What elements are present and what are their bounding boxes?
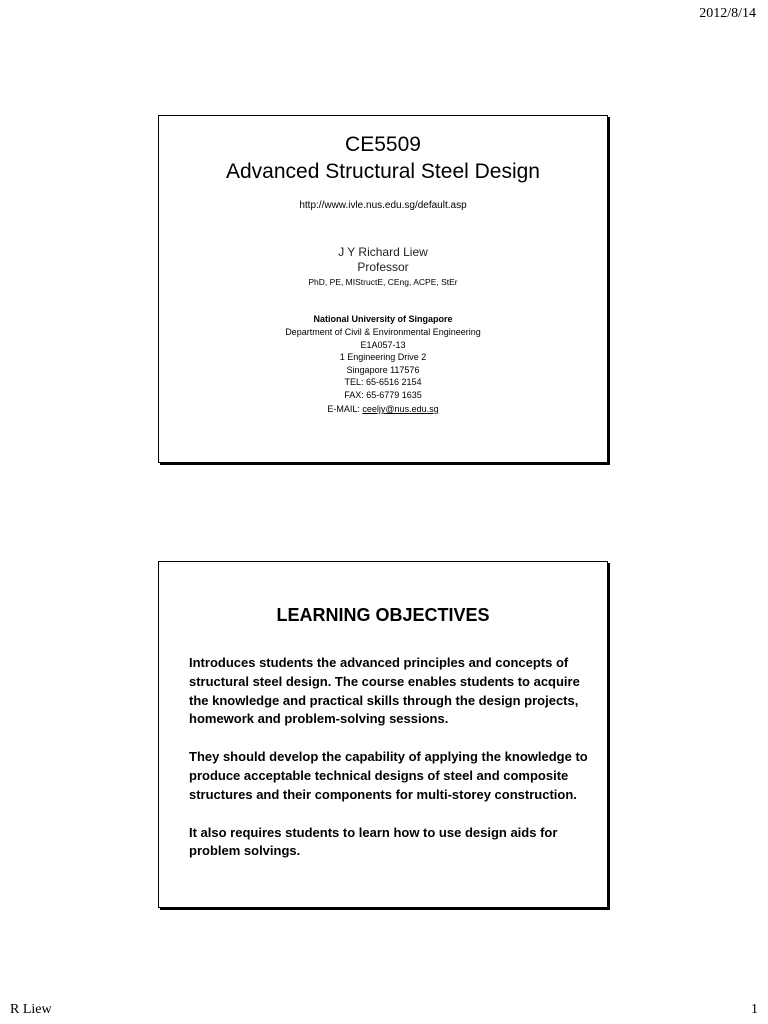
lecturer-title: Professor [357,260,409,274]
address-line: Singapore 117576 [346,364,420,375]
course-code: CE5509 [345,133,421,156]
objectives-body [189,654,593,861]
lecturer-credentials: PhD, PE, MIStructE, CEng, ACPE, StEr [308,277,458,287]
fax: FAX: 65-6779 1635 [344,389,422,400]
objective-paragraph: They should develop the capability of applying the knowledge to produce acceptable technical designs of steel and composite structures and their components for multi-storey construction. [189,749,588,802]
email-label: E-MAIL: [327,404,363,414]
course-title: Advanced Structural Steel Design [225,160,540,183]
email-link[interactable]: ceeljy@nus.edu.sg [362,404,439,414]
objectives-slide [158,561,608,908]
address-line: Department of Civil & Environmental Engineering [285,327,481,337]
footer-author: R Liew [10,1002,52,1017]
university-name: National University of Singapore [313,314,453,324]
email-line [159,403,607,416]
objective-paragraph: Introduces students the advanced principles and concepts of structural steel design. The course enables students to acquire the knowledge and practical skills through the design projects, homework and problem-solving sessions. [189,655,580,727]
page-number: 1 [751,1002,758,1017]
course-url[interactable]: http://www.ivle.nus.edu.sg/default.asp [299,200,467,211]
address-line: 1 Engineering Drive 2 [339,352,427,362]
title-slide [158,115,608,463]
page-date: 2012/8/14 [699,6,756,21]
lecturer-name: J Y Richard Liew [338,245,428,259]
telephone: TEL: 65-6516 2154 [344,377,422,387]
objectives-heading: LEARNING OBJECTIVES [276,605,490,625]
objective-paragraph: It also requires students to learn how to use design aids for problem solvings. [189,824,558,859]
address-line: E1A057-13 [360,339,406,350]
